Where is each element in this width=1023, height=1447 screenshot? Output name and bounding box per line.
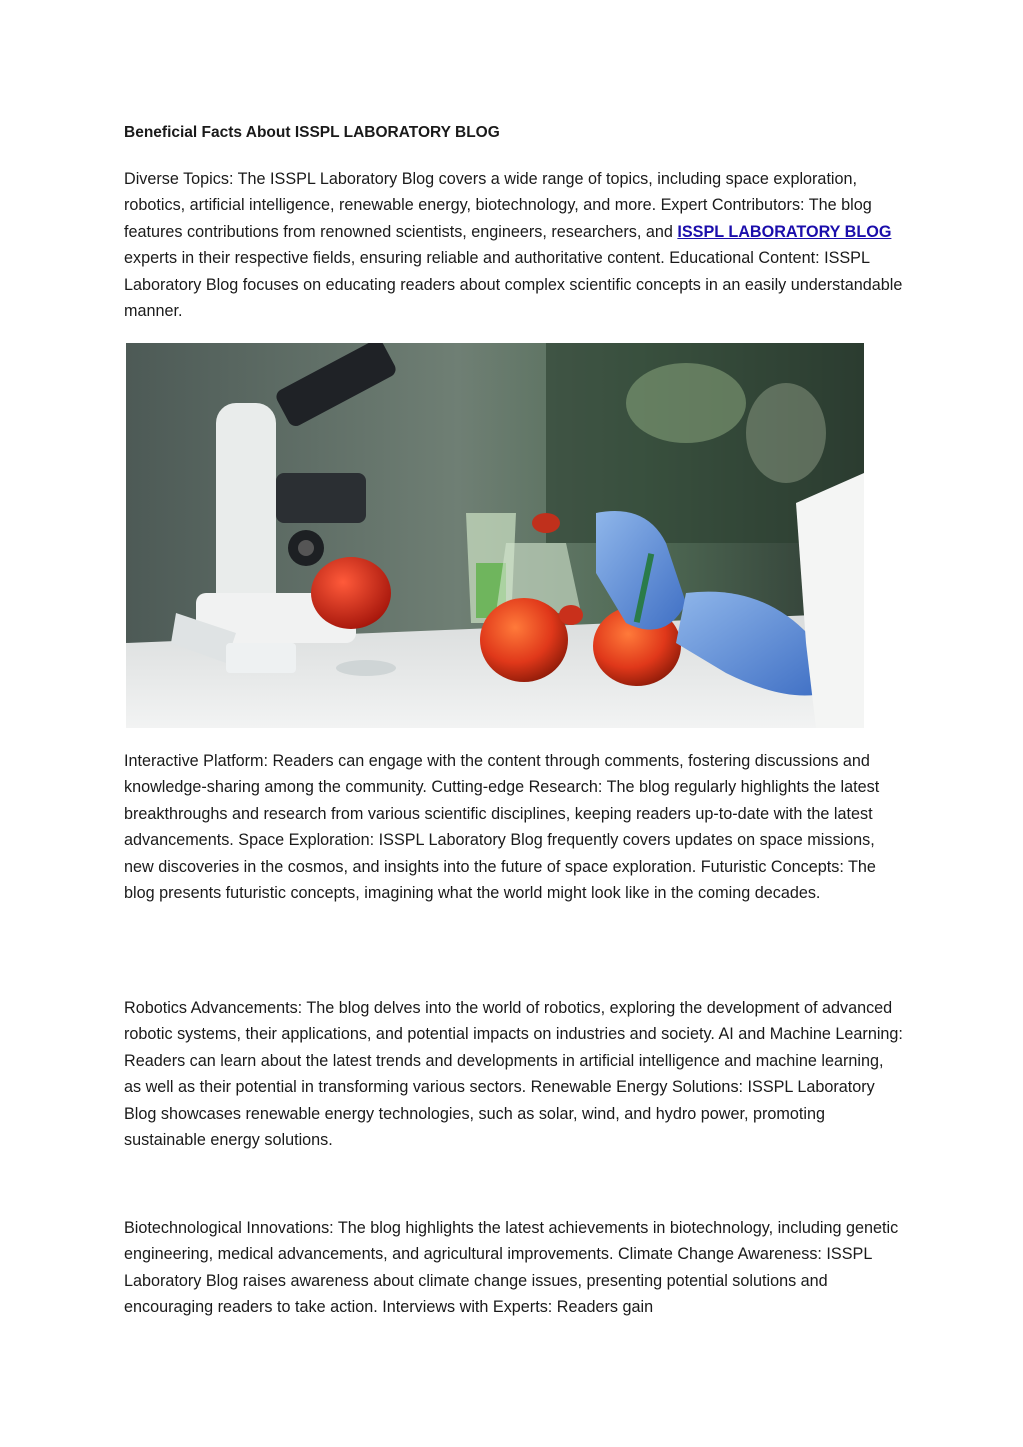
- paragraph-intro-text: Diverse Topics: The ISSPL Laboratory Blog covers a wide range of topics, including space exploration, robotics, artificial intelligence, renewable energy, biotechnology, and more. Expert Contributors: The blog features contributions from renowned scientists, engineers, researchers, and: [124, 170, 872, 241]
- paragraph-intro: [124, 166, 904, 324]
- paragraph-intro-text-continued: experts in their respective fields, ensuring reliable and authoritative content. Educational Content: ISSPL Laboratory Blog focuses on educating readers about complex scientific concepts in an easily understandable manner.: [124, 249, 903, 321]
- paragraph-robotics: Robotics Advancements: The blog delves into the world of robotics, exploring the development of advanced robotic systems, their applications, and potential impacts on industries and society. AI and Machine Learning: Readers can learn about the latest trends and developments in artificial intelligence and machine learning, as well as their potential in transforming various sectors. Renewable Energy Solutions: ISSPL Laboratory Blog showcases renewable energy technologies, such as solar, wind, and hydro power, promoting sustainable energy solutions.: [124, 999, 903, 1150]
- paragraph-biotech: Biotechnological Innovations: The blog highlights the latest achievements in biotechnology, including genetic engineering, medical advancements, and agricultural improvements. Climate Change Awareness: ISSPL Laboratory Blog raises awareness about climate change issues, presenting potential solutions and encouraging readers to take action. Interviews with Experts: Readers gain: [124, 1219, 899, 1317]
- lab-photo: [126, 343, 864, 728]
- isspl-blog-link[interactable]: ISSPL LABORATORY BLOG: [677, 222, 892, 241]
- paragraph-interactive-platform: Interactive Platform: Readers can engage with the content through comments, fostering discussions and knowledge-sharing among the community. Cutting-edge Research: The blog regularly highlights the latest breakthroughs and research from various scientific disciplines, keeping readers up-to-date with the latest advancements. Space Exploration: ISSPL Laboratory Blog frequently covers updates on space missions, new discoveries in the cosmos, and insights into the future of space exploration. Futuristic Concepts: The blog presents futuristic concepts, imagining what the world might look like in the coming decades.: [124, 752, 880, 903]
- page-title: Beneficial Facts About ISSPL LABORATORY BLOG: [124, 124, 500, 141]
